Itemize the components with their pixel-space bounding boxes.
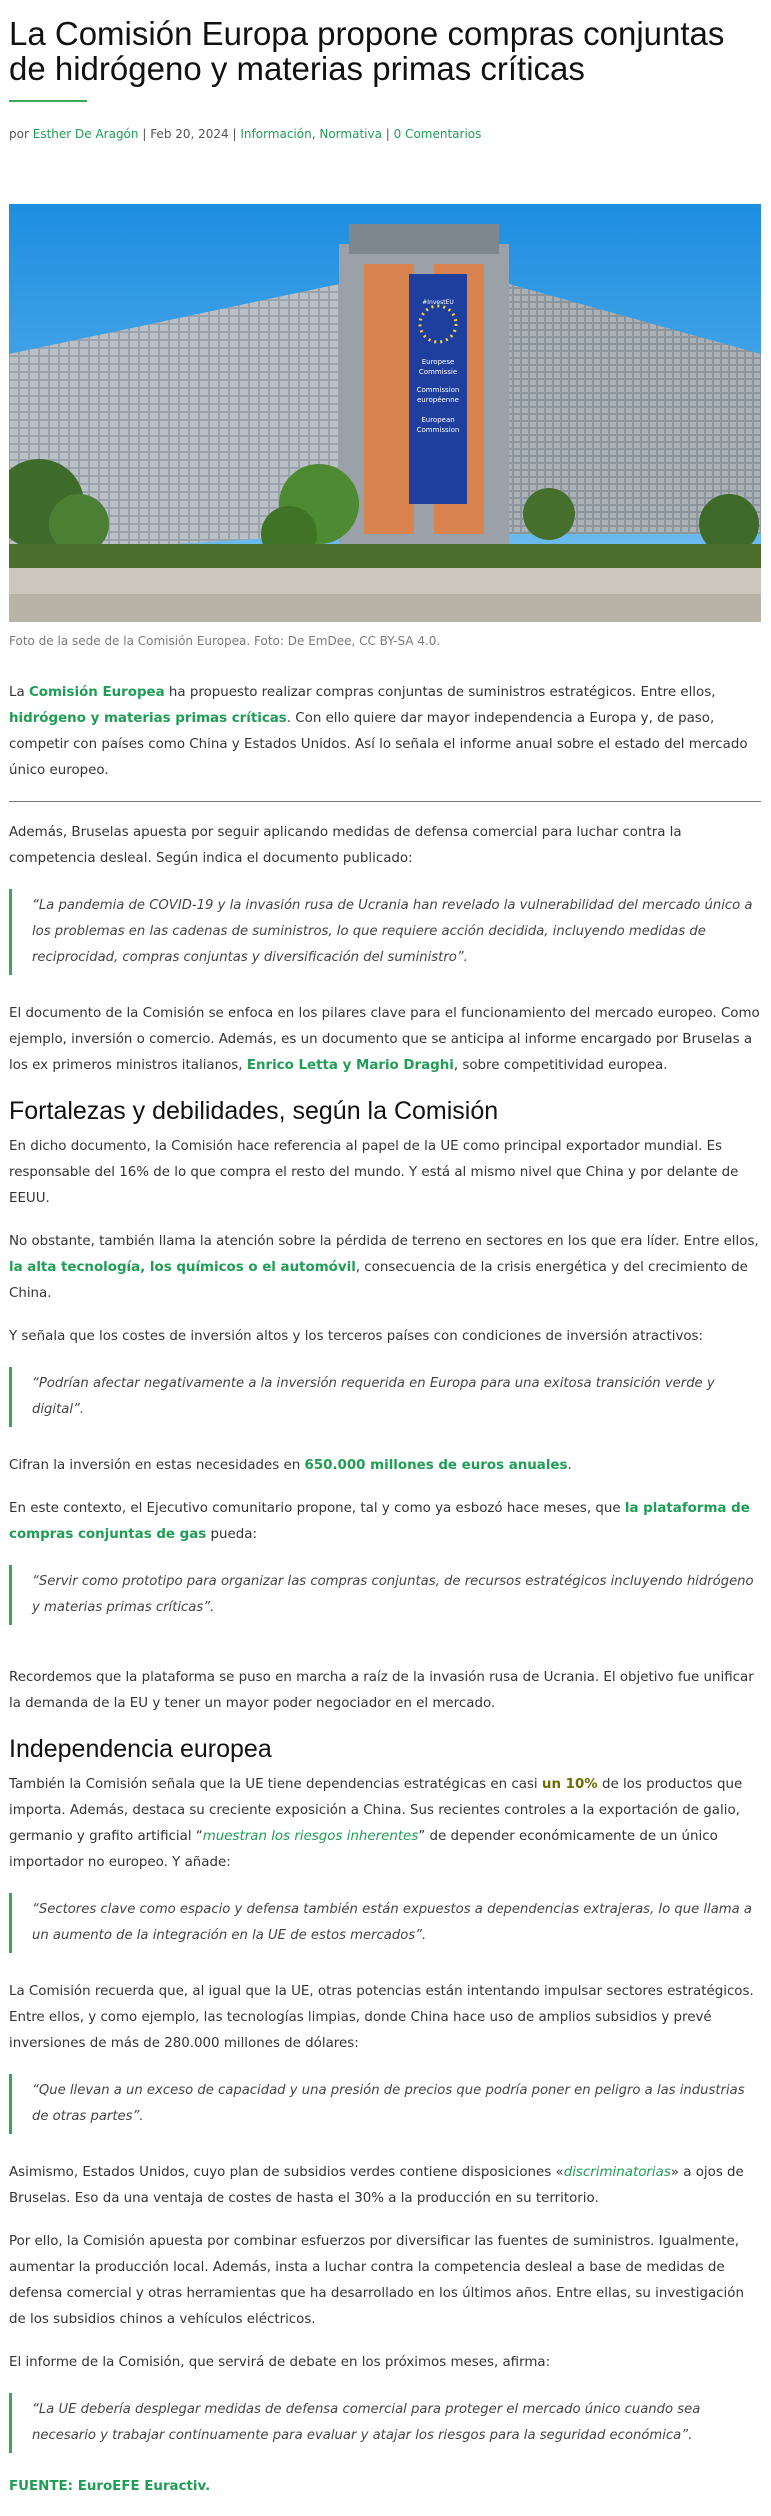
- link-plataforma-gas[interactable]: la plataforma de compras conjuntas de gas: [9, 1501, 750, 1542]
- title-underline: [9, 100, 87, 102]
- meta-sep: |: [228, 127, 241, 141]
- banner-line: #InvestEU: [422, 299, 454, 306]
- meta-comma: ,: [311, 127, 320, 141]
- paragraph: [9, 1453, 761, 1479]
- article-body: [9, 680, 761, 2494]
- image-caption: Foto de la sede de la Comisión Europea. Foto: De EmDee, CC BY-SA 4.0.: [9, 634, 441, 648]
- divider: [9, 801, 761, 802]
- text: El documento de la Comisión se enfoca en los pilares clave para el funcionamiento del mercado europeo. Como ejemplo, inversión o comercio. Además, es un documento que se anticipa al informe encargado por Bruselas a los ex primeros ministros italianos,: [9, 1006, 760, 1073]
- text: También la Comisión señala que la UE tiene dependencias estratégicas en casi: [9, 1777, 542, 1792]
- paragraph: Además, Bruselas apuesta por seguir aplicando medidas de defensa comercial para luchar contra la competencia desleal. Según indica el documento publicado:: [9, 825, 682, 866]
- banner-line: European: [421, 416, 455, 424]
- text: Cifran la inversión en estas necesidades en: [9, 1458, 305, 1473]
- post-meta: [9, 126, 761, 142]
- paragraph: [9, 2160, 761, 2212]
- meta-sep: |: [381, 127, 394, 141]
- category-link-informacion[interactable]: Información: [240, 127, 312, 141]
- section-heading: Fortalezas y debilidades, según la Comisión: [9, 1097, 499, 1125]
- banner-line: Commissie: [418, 368, 458, 376]
- blockquote: “Que llevan a un exceso de capacidad y una presión de precios que podría poner en peligro a las industrias de otras partes”.: [9, 2074, 761, 2134]
- link-sectores[interactable]: la alta tecnología, los químicos o el automóvil: [9, 1260, 356, 1275]
- author-link[interactable]: Esther De Aragón: [32, 127, 139, 141]
- link-hidrogeno[interactable]: hidrógeno y materias primas críticas: [9, 711, 287, 726]
- source-link[interactable]: EuroEFE Euractiv.: [77, 2479, 211, 2494]
- text: , sobre competitividad europea.: [453, 1058, 668, 1073]
- blockquote: “La pandemia de COVID-19 y la invasión rusa de Ucrania han revelado la vulnerabilidad del mercado único a los problemas en las cadenas de suministros, lo que requiere acción decidida, incluyendo medidas de reciprocidad, compras conjuntas y diversificación del suministro”.: [9, 889, 761, 975]
- text: . Con ello quiere dar mayor independencia a Europa y, de paso, competir con países como China y Estados Unidos. Así lo señala el informe anual sobre el estado del mercado único europeo.: [9, 711, 748, 778]
- source-line: [9, 2479, 761, 2494]
- link-discriminatorias[interactable]: discriminatorias: [563, 2165, 671, 2180]
- category-link-normativa[interactable]: Normativa: [319, 127, 382, 141]
- paragraph: [9, 1772, 761, 1876]
- text: ha propuesto realizar compras conjuntas de suministros estratégicos. Entre ellos,: [164, 685, 716, 700]
- banner-line: européenne: [417, 396, 459, 404]
- text: de los productos que importa. Además, destaca su creciente exposición a China. Sus recientes controles a la exportación de galio, germanio y grafito artificial “: [9, 1777, 743, 1844]
- blockquote: “Servir como prototipo para organizar las compras conjuntas, de recursos estratégicos incluyendo hidrógeno y materias primas críticas”.: [9, 1565, 761, 1625]
- banner-line: Commission: [416, 426, 460, 434]
- link-riesgos-inherentes[interactable]: muestran los riesgos inherentes: [202, 1829, 419, 1844]
- blockquote: “Podrían afectar negativamente a la inversión requerida en Europa para una exitosa transición verde y digital”.: [9, 1367, 761, 1427]
- text: En este contexto, el Ejecutivo comunitario propone, tal y como ya esbozó hace meses, que: [9, 1501, 625, 1516]
- paragraph: La Comisión recuerda que, al igual que la UE, otras potencias están intentando impulsar sectores estratégicos. Entre ellos, y como ejemplo, las tecnologías limpias, donde China hace uso de amplios subsidios y prevé inversiones de más de 280.000 millones de dólares:: [9, 1984, 754, 2051]
- text: .: [567, 1458, 572, 1473]
- paragraph: [9, 680, 761, 784]
- banner-line: Commission: [416, 386, 460, 394]
- featured-image: [9, 204, 761, 622]
- paragraph: [9, 1229, 761, 1307]
- article-title: La Comisión Europa propone compras conjuntas de hidrógeno y materias primas críticas: [9, 15, 725, 87]
- comments-link[interactable]: 0 Comentarios: [393, 127, 482, 141]
- text: La: [9, 685, 29, 700]
- text: pueda:: [206, 1527, 257, 1542]
- article-header: [9, 0, 761, 142]
- highlight-10-percent: un 10%: [541, 1777, 598, 1792]
- paragraph: Y señala que los costes de inversión altos y los terceros países con condiciones de inversión atractivos:: [9, 1329, 704, 1344]
- paragraph: En dicho documento, la Comisión hace referencia al papel de la UE como principal exportador mundial. Es responsable del 16% de lo que compra el resto del mundo. Y está al mismo nivel que China y por delante de EEUU.: [9, 1139, 739, 1206]
- blockquote: “Sectores clave como espacio y defensa también están expuestos a dependencias extrajeras, lo que llama a un aumento de la integración en la UE de estos mercados”.: [9, 1893, 761, 1953]
- text: Asimismo, Estados Unidos, cuyo plan de subsidios verdes contiene disposiciones «: [9, 2165, 564, 2180]
- meta-sep: |: [138, 127, 151, 141]
- source-label: FUENTE:: [9, 2479, 78, 2494]
- text: » a ojos de Bruselas. Eso da una ventaja de costes de hasta el 30% a la producción en su territorio.: [9, 2165, 744, 2206]
- paragraph: Recordemos que la plataforma se puso en marcha a raíz de la invasión rusa de Ucrania. El objetivo fue unificar la demanda de la EU y tener un mayor poder negociador en el mercado.: [9, 1670, 754, 1711]
- text: ” de depender económicamente de un único importador no europeo. Y añade:: [9, 1829, 718, 1870]
- berlaymont-building-illustration: [9, 204, 761, 622]
- paragraph: [9, 1496, 761, 1548]
- blockquote: “La UE debería desplegar medidas de defensa comercial para proteger el mercado único cuando sea necesario y trabajar continuamente para evaluar y atajar los riesgos para la seguridad económica”.: [9, 2393, 761, 2453]
- paragraph: El informe de la Comisión, que servirá de debate en los próximos meses, afirma:: [9, 2355, 551, 2370]
- link-letta-draghi[interactable]: Enrico Letta y Mario Draghi: [246, 1058, 454, 1073]
- section-heading: Independencia europea: [9, 1735, 272, 1763]
- banner-line: Europese: [421, 358, 455, 366]
- post-date: Feb 20, 2024: [150, 127, 229, 141]
- link-comision-europea[interactable]: Comisión Europea: [28, 685, 165, 700]
- paragraph: [9, 1001, 761, 1079]
- highlight-inversion: 650.000 millones de euros anuales: [304, 1458, 568, 1473]
- paragraph: Por ello, la Comisión apuesta por combinar esfuerzos por diversificar las fuentes de suministros. Igualmente, aumentar la producción local. Además, insta a luchar contra la competencia desleal a base de medidas de defensa comercial y otras herramientas que ha desarrollado en los últimos años. Entre ellas, su investigación de los subsidios chinos a vehículos eléctricos.: [9, 2234, 744, 2327]
- meta-by: por: [9, 127, 29, 141]
- text: , consecuencia de la crisis energética y del crecimiento de China.: [9, 1260, 748, 1301]
- text: No obstante, también llama la atención sobre la pérdida de terreno en sectores en los que era líder. Entre ellos,: [9, 1234, 759, 1249]
